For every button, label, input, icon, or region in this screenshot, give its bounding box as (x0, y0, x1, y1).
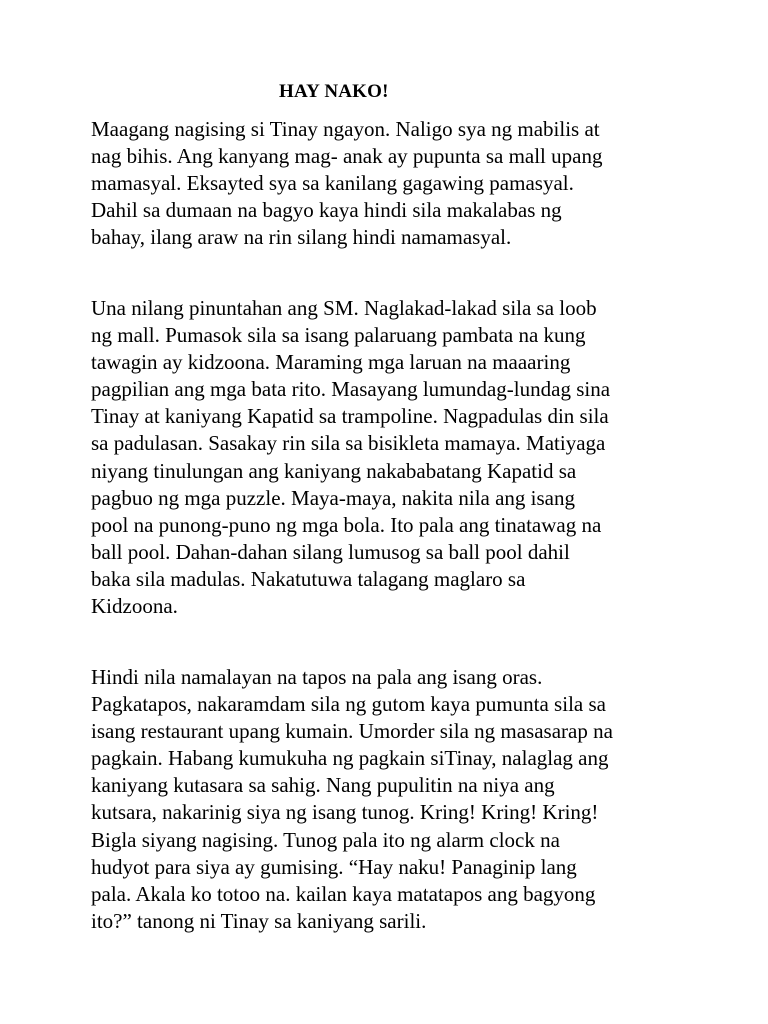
text-line: Una nilang pinuntahan ang SM. Naglakad-lakad sila sa loob (91, 296, 597, 320)
text-line: sa padulasan. Sasakay rin sila sa bisikleta mamaya. Matiyaga (91, 431, 606, 456)
text-line: hudyot para siya ay gumising. “Hay naku! Panaginip lang (91, 854, 577, 879)
paragraph-1 (91, 116, 731, 251)
text-line: bahay, ilang araw na rin silang hindi namamasyal. (91, 225, 512, 250)
text-line: Kidzoona. (91, 594, 178, 619)
text-line: mamasyal. Eksayted sya sa kanilang gagawing pamasyal. (91, 171, 574, 196)
text-line: pagbuo ng mga puzzle. Maya-maya, nakita nila ang isang (91, 485, 576, 510)
document-title: HAY NAKO! (279, 81, 389, 102)
text-line: Maagang nagising si Tinay ngayon. Naligo sya ng mabilis at (91, 117, 600, 141)
text-line: kaniyang kutasara sa sahig. Nang pupulitin na niya ang (91, 773, 555, 798)
text-line: Pagkatapos, nakaramdam sila ng gutom kaya pumunta sila sa (91, 692, 606, 717)
text-line: pagkain. Habang kumukuha ng pagkain siTinay, nalaglag ang (91, 746, 609, 771)
text-line: ng mall. Pumasok sila sa isang palaruang pambata na kung (91, 323, 586, 348)
text-line: nag bihis. Ang kanyang mag- anak ay pupunta sa mall upang (91, 144, 603, 169)
text-line: tawagin ay kidzoona. Maraming mga laruan na maaaring (91, 350, 571, 375)
text-line: Dahil sa dumaan na bagyo kaya hindi sila makalabas ng (91, 198, 562, 223)
text-line: Hindi nila namalayan na tapos na pala ang isang oras. (91, 665, 543, 689)
text-line: isang restaurant upang kumain. Umorder sila ng masasarap na (91, 719, 613, 744)
text-line: ball pool. Dahan-dahan silang lumusog sa ball pool dahil (91, 539, 570, 564)
text-line: pagpilian ang mga bata rito. Masayang lumundag-lundag sina (91, 377, 611, 402)
paragraph-2 (91, 295, 731, 620)
text-line: pala. Akala ko totoo na. kailan kaya matatapos ang bagyong (91, 881, 596, 906)
text-line: pool na punong-puno ng mga bola. Ito pala ang tinatawag na (91, 512, 602, 537)
text-line: Bigla siyang nagising. Tunog pala ito ng alarm clock na (91, 827, 560, 852)
text-line: niyang tinulungan ang kaniyang nakababatang Kapatid sa (91, 458, 577, 483)
text-line: baka sila madulas. Nakatutuwa talagang maglaro sa (91, 566, 526, 591)
paragraph-3 (91, 664, 731, 935)
text-line: ito?” tanong ni Tinay sa kaniyang sarili. (91, 908, 427, 933)
text-line: Tinay at kaniyang Kapatid sa trampoline. Nagpadulas din sila (91, 404, 609, 429)
text-line: kutsara, nakarinig siya ng isang tunog. Kring! Kring! Kring! (91, 800, 599, 825)
